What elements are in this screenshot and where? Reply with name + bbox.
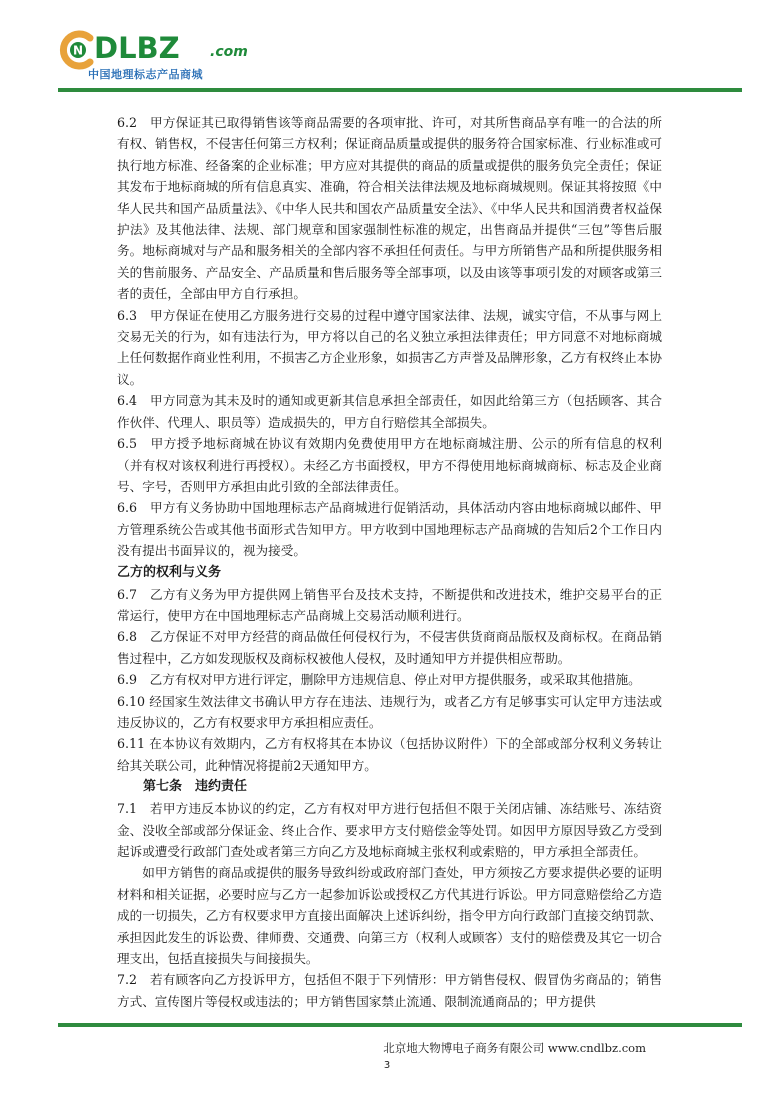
clause-6-3: 6.3 甲方保证在使用乙方服务进行交易的过程中遵守国家法律、法规，诚实守信，不从事与网上交易无关的行为，如有违法行为，甲方将以自己的名义独立承担法律责任；甲方同意不对地标商城上任何数据作商业性利用，不损害乙方企业形象，如损害乙方声誉及品牌形象，乙方有权终止本协议。 — [117, 307, 662, 387]
footer-divider — [58, 1023, 742, 1027]
document-body — [117, 112, 662, 1012]
clause-6-6: 6.6 甲方有义务协助中国地理标志产品商城进行促销活动，具体活动内容由地标商城以邮件、甲方管理系统公告或其他书面形式告知甲方。甲方收到中国地理标志产品商城的告知后2个工作日内没有提出书面异议的，视为接受。 — [117, 500, 662, 559]
article-7-heading: 第七条 违约责任 — [143, 779, 248, 795]
clause-6-4: 6.4 甲方同意为其未及时的通知或更新其信息承担全部责任，如因此给第三方（包括顾客、其合作伙伴、代理人、职员等）造成损失的，甲方自行赔偿其全部损失。 — [117, 393, 662, 430]
cndlbz-logo[interactable] — [58, 30, 258, 86]
clause-6-10: 6.10 经国家生效法律文书确认甲方存在违法、违规行为，或者乙方有足够事实可认定甲方违法或违反协议的，乙方有权要求甲方承担相应责任。 — [117, 693, 662, 730]
page-number: 3 — [383, 1060, 391, 1071]
header-divider — [58, 88, 742, 92]
clause-6-2: 6.2 甲方保证其已取得销售该等商品需要的各项审批、许可，对其所售商品享有唯一的合法的所有权、销售权，不侵害任何第三方权利；保证商品质量或提供的服务符合国家标准、行业标准或可执行地方标准、经备案的企业标准；甲方应对其提供的商品的质量或提供的服务负完全责任；保证其发布于地标商城的所有信息真实、准确，符合相关法律法规及地标商城规则。保证其将按照《中华人民共和国产品质量法》、《中华人民共和国农产品质量安全法》、《中华人民共和国消费者权益保护法》及其他法律、法规、部门规章和国家强制性标准的规定，出售商品并提供“三包”等售后服务。地标商城对与产品和服务相关的全部内容不承担任何责任。与甲方所销售产品和所提供服务相关的售前服务、产品安全、产品质量和售后服务等全部事项，以及由该等事项引发的对顾客或第三者的责任，全部由甲方自行承担。 — [117, 115, 662, 302]
clause-6-5: 6.5 甲方授予地标商城在协议有效期内免费使用甲方在地标商城注册、公示的所有信息的权利（并有权对该权利进行再授权）。未经乙方书面授权，甲方不得使用地标商城商标、标志及企业商号、字号，否则甲方承担由此引致的全部法律责任。 — [117, 436, 662, 494]
clause-7-1-continued: 如甲方销售的商品或提供的服务导致纠纷或政府部门查处，甲方须按乙方要求提供必要的证明材料和相关证据，必要时应与乙方一起参加诉讼或授权乙方代其进行诉讼。甲方同意赔偿给乙方造成的一切损失，乙方有权要求甲方直接出面解决上述诉纠纷，指令甲方向行政部门直接交纳罚款、承担因此发生的诉讼费、律师费、交通费、向第三方（权利人或顾客）支付的赔偿费及其它一切合理支出，包括直接损失与间接损失。 — [117, 865, 662, 967]
page-header — [0, 0, 774, 96]
logo-dotcom-text: .com — [210, 44, 248, 60]
logo-n-letter: N — [72, 43, 84, 58]
clause-6-8: 6.8 乙方保证不对甲方经营的商品做任何侵权行为，不侵害供货商商品版权及商标权。在商品销售过程中，乙方如发现版权及商标权被他人侵权，及时通知甲方并提供相应帮助。 — [117, 629, 662, 666]
clause-6-11: 6.11 在本协议有效期内，乙方有权将其在本协议（包括协议附件）下的全部或部分权利义务转让给其关联公司，此种情况将提前2天通知甲方。 — [117, 736, 662, 773]
clause-7-2: 7.2 若有顾客向乙方投诉甲方，包括但不限于下列情形：甲方销售侵权、假冒伪劣商品的；销售方式、宣传图片等侵权或违法的；甲方销售国家禁止流通、限制流通商品的；甲方提供 — [117, 972, 662, 1009]
logo-main-text: DLBZ — [94, 31, 180, 65]
logo-c-icon — [58, 30, 98, 70]
footer-company: 北京地大物博电子商务有限公司 www.cndlbz.com — [383, 1041, 646, 1055]
clause-7-1: 7.1 若甲方违反本协议的约定，乙方有权对甲方进行包括但不限于关闭店铺、冻结账号、冻结资金、没收全部或部分保证金、终止合作、要求甲方支付赔偿金等处罚。如因甲方原因导致乙方受到起诉或遭受行政部门查处或者第三方向乙方及地标商城主张权利或索赔的，甲方承担全部责任。 — [117, 801, 662, 859]
section-heading-party-b: 乙方的权利与义务 — [117, 564, 222, 580]
clause-6-9: 6.9 乙方有权对甲方进行评定，删除甲方违规信息、停止对甲方提供服务，或采取其他措施。 — [117, 672, 641, 688]
clause-6-7: 6.7 乙方有义务为甲方提供网上销售平台及技术支持，不断提供和改进技术，维护交易平台的正常运行，使甲方在中国地理标志产品商城上交易活动顺利进行。 — [117, 586, 662, 623]
logo-subtitle: 中国地理标志产品商城 — [88, 68, 203, 81]
